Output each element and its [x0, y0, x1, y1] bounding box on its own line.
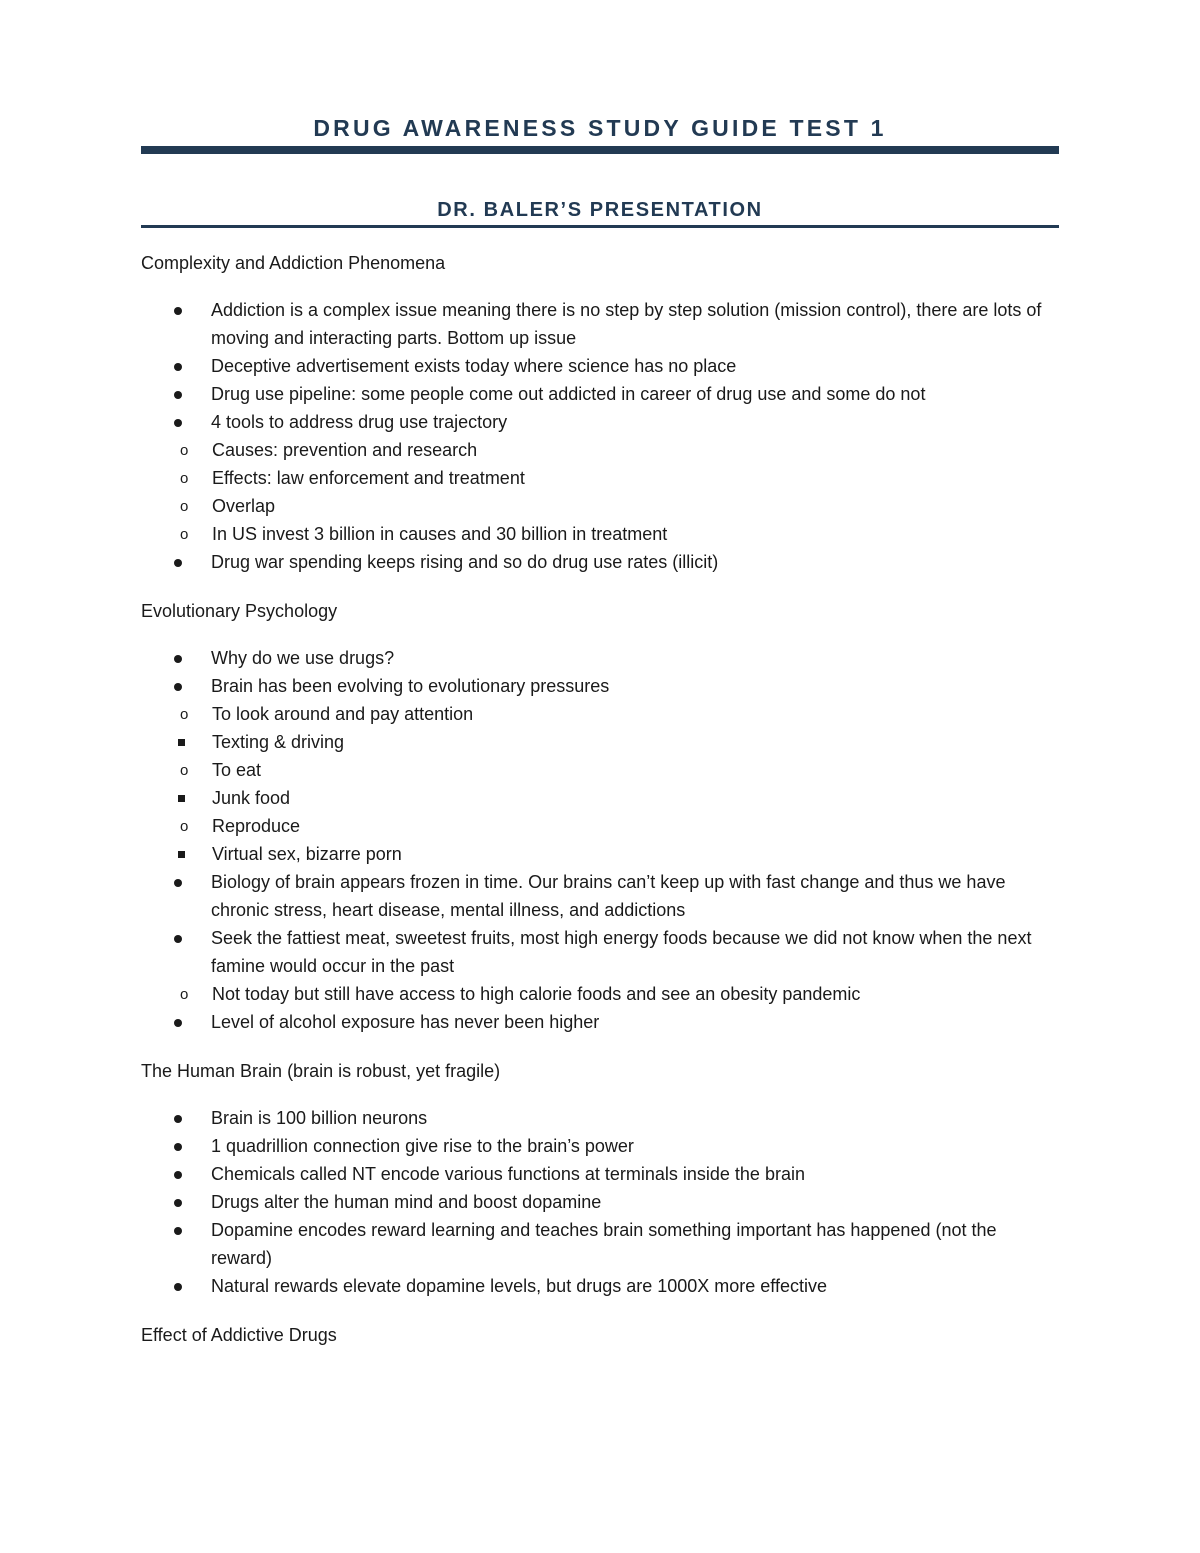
list-item-text: 4 tools to address drug use trajectory — [211, 412, 508, 432]
document-page — [141, 110, 1059, 1368]
list-item-text: Junk food — [212, 788, 291, 808]
bullet-square-icon — [178, 851, 185, 858]
list-item — [141, 408, 1059, 436]
bullet-dot-icon — [174, 1019, 182, 1027]
list-item — [141, 812, 1059, 840]
list-item-text: Virtual sex, bizarre porn — [212, 844, 402, 864]
list-item — [141, 436, 1059, 464]
list-item — [141, 1132, 1059, 1160]
document-body — [141, 249, 1059, 1349]
list-item-text: Natural rewards elevate dopamine levels, but drugs are 1000X more effective — [211, 1276, 828, 1296]
bullet-list-level-1 — [141, 644, 1059, 1036]
list-item-text: Effects: law enforcement and treatment — [212, 468, 525, 488]
list-item-text: Brain is 100 billion neurons — [211, 1108, 428, 1128]
bullet-dot-icon — [174, 363, 182, 371]
list-item — [141, 868, 1059, 924]
bullet-circle-icon: o — [180, 470, 189, 487]
list-item — [141, 1008, 1059, 1036]
list-item-text: Deceptive advertisement exists today where science has no place — [211, 356, 737, 376]
list-item-text: Texting & driving — [212, 732, 345, 752]
list-item-text: Brain has been evolving to evolutionary pressures — [211, 676, 610, 696]
nested-list — [141, 728, 1059, 756]
list-item — [141, 700, 1059, 728]
title-divider — [141, 146, 1059, 154]
bullet-dot-icon — [174, 655, 182, 663]
bullet-dot-icon — [174, 935, 182, 943]
bullet-circle-icon: o — [180, 442, 189, 459]
list-item — [141, 1188, 1059, 1216]
bullet-circle-icon: o — [180, 818, 189, 835]
bullet-circle-icon: o — [180, 986, 189, 1003]
bullet-square-icon — [178, 795, 185, 802]
bullet-list-level-1 — [141, 296, 1059, 576]
bullet-dot-icon — [174, 683, 182, 691]
bullet-list-level-2 — [141, 980, 1059, 1008]
list-item — [141, 924, 1059, 980]
list-item — [141, 980, 1059, 1008]
list-item-text: Biology of brain appears frozen in time. Our brains can’t keep up with fast change and thus we have chronic stress, heart disease, mental illness, and addictions — [211, 872, 1006, 920]
list-item — [141, 380, 1059, 408]
section-divider — [141, 225, 1059, 228]
section-heading: Evolutionary Psychology — [141, 601, 338, 621]
list-item — [141, 464, 1059, 492]
list-item-text: Drug use pipeline: some people come out addicted in career of drug use and some do not — [211, 384, 926, 404]
nested-list — [141, 700, 1059, 868]
bullet-dot-icon — [174, 307, 182, 315]
list-item — [141, 1160, 1059, 1188]
bullet-circle-icon: o — [180, 526, 189, 543]
bullet-list-level-3 — [141, 840, 1059, 868]
bullet-circle-icon: o — [180, 762, 189, 779]
section-heading: The Human Brain (brain is robust, yet fragile) — [141, 1061, 501, 1081]
bullet-dot-icon — [174, 879, 182, 887]
list-item — [141, 672, 1059, 700]
list-item — [141, 520, 1059, 548]
bullet-list-level-1 — [141, 1104, 1059, 1300]
list-item-text: Overlap — [212, 496, 276, 516]
list-item-text: Drugs alter the human mind and boost dopamine — [211, 1192, 602, 1212]
list-item — [141, 548, 1059, 576]
list-item-text: To eat — [212, 760, 262, 780]
list-item — [141, 296, 1059, 352]
list-item-text: To look around and pay attention — [212, 704, 474, 724]
list-item — [141, 784, 1059, 812]
list-item — [141, 1272, 1059, 1300]
bullet-dot-icon — [174, 391, 182, 399]
bullet-square-icon — [178, 739, 185, 746]
list-item-text: Reproduce — [212, 816, 301, 836]
nested-list — [141, 436, 1059, 548]
list-item-text: Seek the fattiest meat, sweetest fruits, most high energy foods because we did not know when the next famine would occur in the past — [211, 928, 1032, 976]
bullet-dot-icon — [174, 1143, 182, 1151]
document-title: DRUG AWARENESS STUDY GUIDE TEST 1 — [313, 115, 887, 141]
list-item-text: In US invest 3 billion in causes and 30 billion in treatment — [212, 524, 668, 544]
list-item-text: Why do we use drugs? — [211, 648, 395, 668]
bullet-dot-icon — [174, 1171, 182, 1179]
bullet-circle-icon: o — [180, 498, 189, 515]
section-heading: Complexity and Addiction Phenomena — [141, 253, 446, 273]
section-title: DR. BALER’S PRESENTATION — [437, 199, 763, 221]
list-item — [141, 1104, 1059, 1132]
bullet-dot-icon — [174, 1199, 182, 1207]
nested-list — [141, 784, 1059, 812]
list-item — [141, 756, 1059, 784]
list-item-text: Drug war spending keeps rising and so do drug use rates (illicit) — [211, 552, 719, 572]
bullet-dot-icon — [174, 559, 182, 567]
section-heading: Effect of Addictive Drugs — [141, 1325, 337, 1345]
list-item-text: 1 quadrillion connection give rise to the brain’s power — [211, 1136, 634, 1156]
bullet-dot-icon — [174, 1283, 182, 1291]
list-item-text: Dopamine encodes reward learning and teaches brain something important has happened (not the reward) — [211, 1220, 997, 1268]
bullet-list-level-3 — [141, 728, 1059, 756]
list-item-text: Chemicals called NT encode various functions at terminals inside the brain — [211, 1164, 805, 1184]
bullet-list-level-2 — [141, 436, 1059, 548]
list-item-text: Causes: prevention and research — [212, 440, 478, 460]
nested-list — [141, 840, 1059, 868]
list-item-text: Not today but still have access to high calorie foods and see an obesity pandemic — [212, 984, 861, 1004]
bullet-circle-icon: o — [180, 706, 189, 723]
nested-list — [141, 980, 1059, 1008]
list-item — [141, 728, 1059, 756]
list-item-text: Level of alcohol exposure has never been higher — [211, 1012, 600, 1032]
list-item — [141, 644, 1059, 672]
list-item-text: Addiction is a complex issue meaning there is no step by step solution (mission control), there are lots of moving and interacting parts. Bottom up issue — [211, 300, 1042, 348]
list-item — [141, 840, 1059, 868]
bullet-list-level-3 — [141, 784, 1059, 812]
list-item — [141, 352, 1059, 380]
bullet-dot-icon — [174, 419, 182, 427]
bullet-dot-icon — [174, 1227, 182, 1235]
list-item — [141, 1216, 1059, 1272]
bullet-list-level-2 — [141, 700, 1059, 868]
list-item — [141, 492, 1059, 520]
bullet-dot-icon — [174, 1115, 182, 1123]
